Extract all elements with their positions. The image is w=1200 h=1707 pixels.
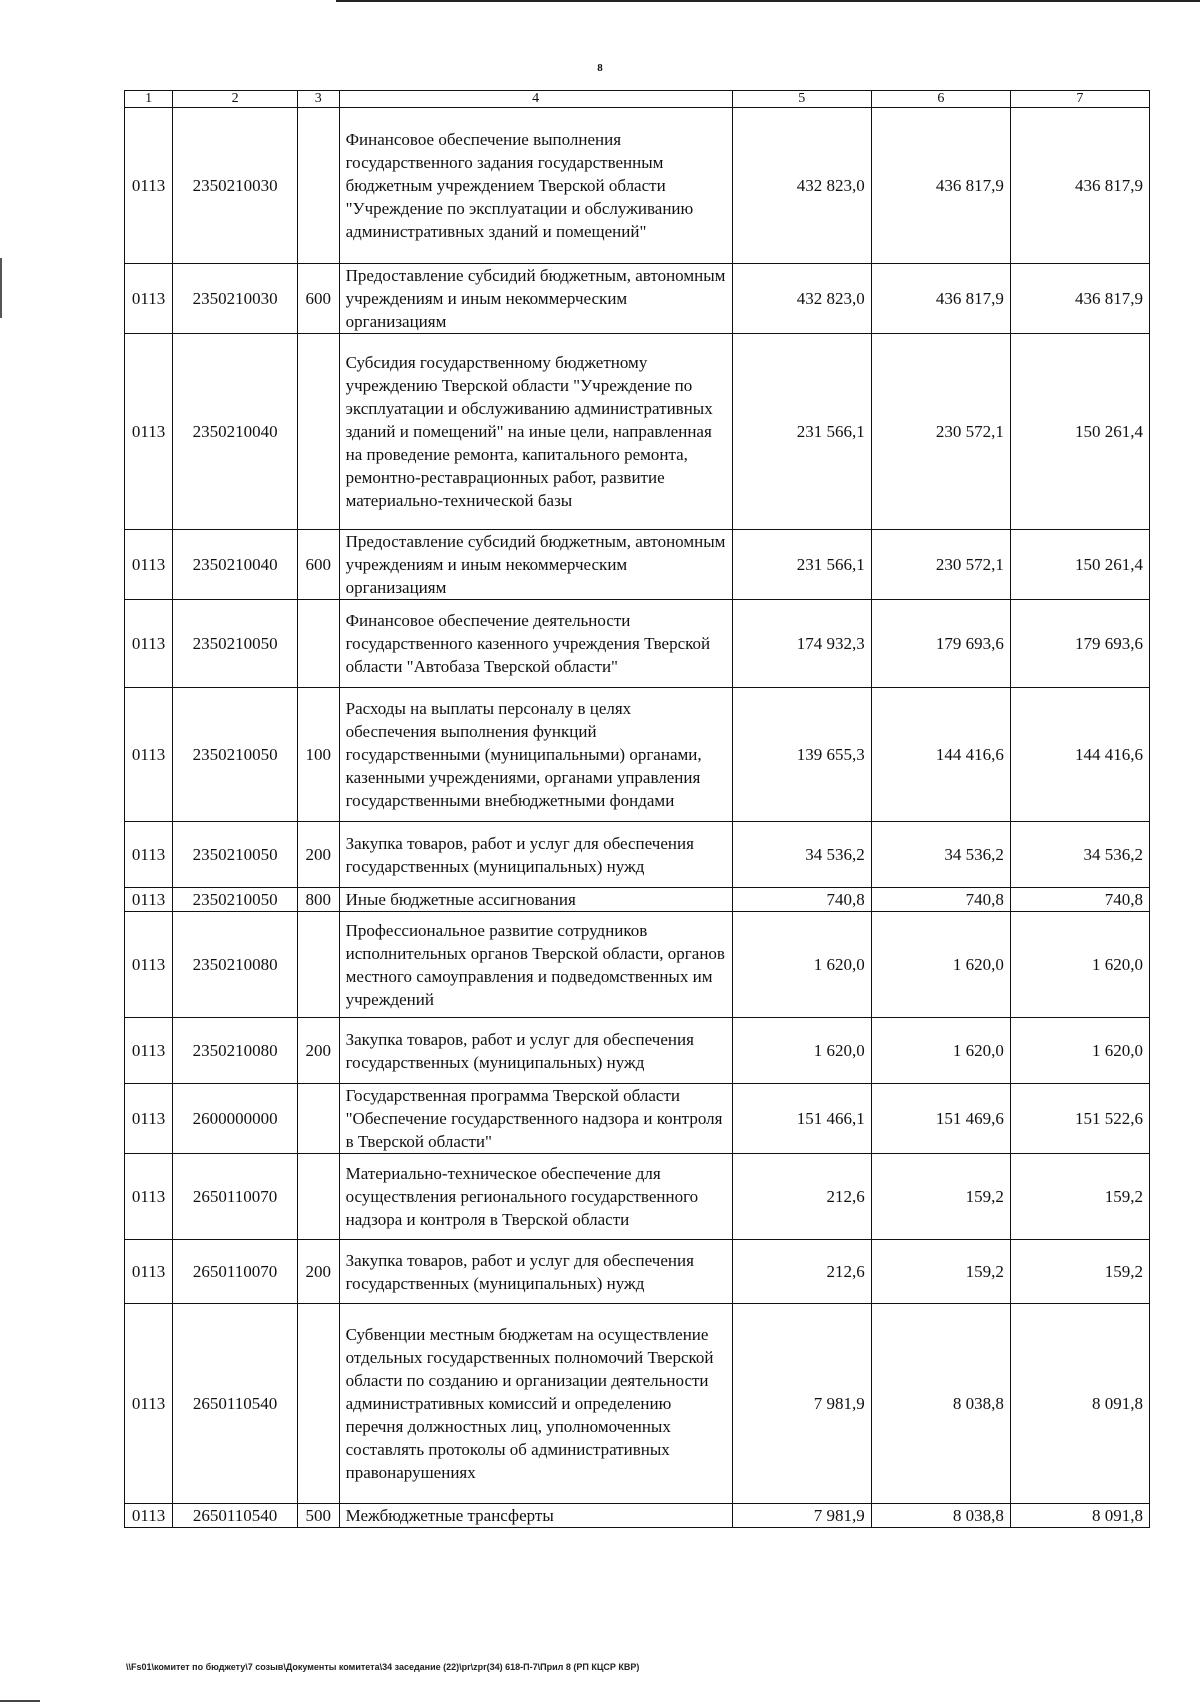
amount-col7-cell: 8 091,8 bbox=[1010, 1504, 1149, 1528]
expense-type-cell bbox=[298, 600, 340, 688]
amount-col5-cell: 174 932,3 bbox=[732, 600, 871, 688]
amount-col5-cell: 7 981,9 bbox=[732, 1504, 871, 1528]
description-cell: Межбюджетные трансферты bbox=[339, 1504, 732, 1528]
amount-col7-cell: 8 091,8 bbox=[1010, 1304, 1149, 1504]
amount-col5-cell: 212,6 bbox=[732, 1154, 871, 1240]
amount-col5-cell: 1 620,0 bbox=[732, 912, 871, 1018]
expense-type-cell bbox=[298, 334, 340, 530]
target-article-cell: 2600000000 bbox=[173, 1084, 298, 1154]
table-row bbox=[125, 600, 1150, 688]
amount-col6-cell: 8 038,8 bbox=[871, 1504, 1010, 1528]
target-article-cell: 2650110070 bbox=[173, 1154, 298, 1240]
amount-col6-cell: 8 038,8 bbox=[871, 1304, 1010, 1504]
description-cell: Закупка товаров, работ и услуг для обеспечения государственных (муниципальных) нужд bbox=[339, 822, 732, 888]
table-row bbox=[125, 264, 1150, 334]
amount-col7-cell: 179 693,6 bbox=[1010, 600, 1149, 688]
amount-col7-cell: 1 620,0 bbox=[1010, 1018, 1149, 1084]
header-cell-4: 4 bbox=[339, 91, 732, 108]
header-row bbox=[125, 91, 1150, 108]
table-row bbox=[125, 888, 1150, 912]
table-row bbox=[125, 108, 1150, 264]
amount-col7-cell: 159,2 bbox=[1010, 1154, 1149, 1240]
amount-col5-cell: 7 981,9 bbox=[732, 1304, 871, 1504]
page-number: 8 bbox=[597, 62, 603, 74]
header-cell-6: 6 bbox=[871, 91, 1010, 108]
description-cell: Закупка товаров, работ и услуг для обеспечения государственных (муниципальных) нужд bbox=[339, 1018, 732, 1084]
top-edge-rule bbox=[336, 0, 1200, 2]
amount-col5-cell: 740,8 bbox=[732, 888, 871, 912]
target-article-cell: 2350210040 bbox=[173, 334, 298, 530]
section-code-cell: 0113 bbox=[125, 334, 173, 530]
section-code-cell: 0113 bbox=[125, 1084, 173, 1154]
amount-col5-cell: 151 466,1 bbox=[732, 1084, 871, 1154]
target-article-cell: 2350210030 bbox=[173, 264, 298, 334]
amount-col5-cell: 212,6 bbox=[732, 1240, 871, 1304]
table-row bbox=[125, 1154, 1150, 1240]
amount-col6-cell: 159,2 bbox=[871, 1240, 1010, 1304]
section-code-cell: 0113 bbox=[125, 1154, 173, 1240]
amount-col6-cell: 230 572,1 bbox=[871, 334, 1010, 530]
amount-col6-cell: 34 536,2 bbox=[871, 822, 1010, 888]
expense-type-cell bbox=[298, 1304, 340, 1504]
expense-type-cell: 500 bbox=[298, 1504, 340, 1528]
amount-col7-cell: 34 536,2 bbox=[1010, 822, 1149, 888]
amount-col5-cell: 432 823,0 bbox=[732, 108, 871, 264]
expense-type-cell bbox=[298, 108, 340, 264]
target-article-cell: 2350210050 bbox=[173, 888, 298, 912]
expense-type-cell: 200 bbox=[298, 1018, 340, 1084]
amount-col6-cell: 144 416,6 bbox=[871, 688, 1010, 822]
amount-col5-cell: 139 655,3 bbox=[732, 688, 871, 822]
amount-col7-cell: 740,8 bbox=[1010, 888, 1149, 912]
amount-col7-cell: 159,2 bbox=[1010, 1240, 1149, 1304]
target-article-cell: 2350210050 bbox=[173, 600, 298, 688]
expense-type-cell: 200 bbox=[298, 1240, 340, 1304]
amount-col6-cell: 436 817,9 bbox=[871, 264, 1010, 334]
header-cell-5: 5 bbox=[732, 91, 871, 108]
amount-col7-cell: 150 261,4 bbox=[1010, 334, 1149, 530]
amount-col6-cell: 436 817,9 bbox=[871, 108, 1010, 264]
amount-col7-cell: 436 817,9 bbox=[1010, 108, 1149, 264]
target-article-cell: 2350210040 bbox=[173, 530, 298, 600]
section-code-cell: 0113 bbox=[125, 1240, 173, 1304]
amount-col7-cell: 144 416,6 bbox=[1010, 688, 1149, 822]
expense-type-cell: 600 bbox=[298, 264, 340, 334]
expense-type-cell: 100 bbox=[298, 688, 340, 822]
description-cell: Расходы на выплаты персоналу в целях обеспечения выполнения функций государственными (муниципальными) органами, казенными учреждениями, органами управления государственными внебюджетными фондами bbox=[339, 688, 732, 822]
amount-col6-cell: 1 620,0 bbox=[871, 912, 1010, 1018]
section-code-cell: 0113 bbox=[125, 888, 173, 912]
amount-col6-cell: 179 693,6 bbox=[871, 600, 1010, 688]
header-cell-1: 1 bbox=[125, 91, 173, 108]
amount-col7-cell: 436 817,9 bbox=[1010, 264, 1149, 334]
table-row bbox=[125, 530, 1150, 600]
amount-col6-cell: 159,2 bbox=[871, 1154, 1010, 1240]
section-code-cell: 0113 bbox=[125, 530, 173, 600]
header-cell-3: 3 bbox=[298, 91, 340, 108]
description-cell: Материально-техническое обеспечение для осуществления регионального государственного надзора и контроля в Тверской области bbox=[339, 1154, 732, 1240]
amount-col7-cell: 1 620,0 bbox=[1010, 912, 1149, 1018]
table-row bbox=[125, 912, 1150, 1018]
description-cell: Финансовое обеспечение выполнения государственного задания государственным бюджетным учреждением Тверской области "Учреждение по эксплуатации и обслуживанию административных зданий и помещений" bbox=[339, 108, 732, 264]
header-cell-7: 7 bbox=[1010, 91, 1149, 108]
description-cell: Субвенции местным бюджетам на осуществление отдельных государственных полномочий Тверской области по созданию и организации деятельности административных комиссий и определению перечня должностных лиц, уполномоченных составлять протоколы об административных правонарушениях bbox=[339, 1304, 732, 1504]
description-cell: Государственная программа Тверской области "Обеспечение государственного надзора и контроля в Тверской области" bbox=[339, 1084, 732, 1154]
description-cell: Предоставление субсидий бюджетным, автономным учреждениям и иным некоммерческим организациям bbox=[339, 530, 732, 600]
section-code-cell: 0113 bbox=[125, 688, 173, 822]
section-code-cell: 0113 bbox=[125, 912, 173, 1018]
amount-col5-cell: 34 536,2 bbox=[732, 822, 871, 888]
amount-col6-cell: 740,8 bbox=[871, 888, 1010, 912]
table-row bbox=[125, 1240, 1150, 1304]
target-article-cell: 2350210030 bbox=[173, 108, 298, 264]
file-path-footer: \\Fs01\комитет по бюджету\7 созыв\Документы комитета\34 заседание (22)\pr\zpr(34) 618-П-7\Прил 8 (РП КЦСР КВР) bbox=[126, 1662, 640, 1672]
amount-col5-cell: 432 823,0 bbox=[732, 264, 871, 334]
section-code-cell: 0113 bbox=[125, 1304, 173, 1504]
amount-col7-cell: 150 261,4 bbox=[1010, 530, 1149, 600]
description-cell: Финансовое обеспечение деятельности государственного казенного учреждения Тверской области "Автобаза Тверской области" bbox=[339, 600, 732, 688]
section-code-cell: 0113 bbox=[125, 1018, 173, 1084]
description-cell: Иные бюджетные ассигнования bbox=[339, 888, 732, 912]
budget-table bbox=[124, 90, 1150, 1528]
amount-col5-cell: 1 620,0 bbox=[732, 1018, 871, 1084]
amount-col7-cell: 151 522,6 bbox=[1010, 1084, 1149, 1154]
amount-col6-cell: 230 572,1 bbox=[871, 530, 1010, 600]
table-row bbox=[125, 688, 1150, 822]
amount-col6-cell: 151 469,6 bbox=[871, 1084, 1010, 1154]
expense-type-cell: 800 bbox=[298, 888, 340, 912]
target-article-cell: 2650110070 bbox=[173, 1240, 298, 1304]
table-row bbox=[125, 822, 1150, 888]
table-row bbox=[125, 1504, 1150, 1528]
section-code-cell: 0113 bbox=[125, 108, 173, 264]
target-article-cell: 2650110540 bbox=[173, 1304, 298, 1504]
table-row bbox=[125, 1018, 1150, 1084]
target-article-cell: 2350210050 bbox=[173, 822, 298, 888]
expense-type-cell: 600 bbox=[298, 530, 340, 600]
section-code-cell: 0113 bbox=[125, 264, 173, 334]
expense-type-cell bbox=[298, 912, 340, 1018]
expense-type-cell bbox=[298, 1154, 340, 1240]
table-row bbox=[125, 334, 1150, 530]
section-code-cell: 0113 bbox=[125, 822, 173, 888]
description-cell: Предоставление субсидий бюджетным, автономным учреждениям и иным некоммерческим организациям bbox=[339, 264, 732, 334]
description-cell: Профессиональное развитие сотрудников исполнительных органов Тверской области, органов местного самоуправления и подведомственных им учреждений bbox=[339, 912, 732, 1018]
section-code-cell: 0113 bbox=[125, 600, 173, 688]
table-row bbox=[125, 1084, 1150, 1154]
expense-type-cell: 200 bbox=[298, 822, 340, 888]
section-code-cell: 0113 bbox=[125, 1504, 173, 1528]
table-row bbox=[125, 1304, 1150, 1504]
target-article-cell: 2650110540 bbox=[173, 1504, 298, 1528]
bottom-edge-rule bbox=[0, 1700, 40, 1702]
target-article-cell: 2350210080 bbox=[173, 912, 298, 1018]
description-cell: Закупка товаров, работ и услуг для обеспечения государственных (муниципальных) нужд bbox=[339, 1240, 732, 1304]
expense-type-cell bbox=[298, 1084, 340, 1154]
target-article-cell: 2350210050 bbox=[173, 688, 298, 822]
amount-col6-cell: 1 620,0 bbox=[871, 1018, 1010, 1084]
description-cell: Субсидия государственному бюджетному учреждению Тверской области "Учреждение по эксплуатации и обслуживанию административных зданий и помещений" на иные цели, направленная на проведение ремонта, капитального ремонта, ремонтно-реставрационных работ, развитие материально-технической базы bbox=[339, 334, 732, 530]
target-article-cell: 2350210080 bbox=[173, 1018, 298, 1084]
amount-col5-cell: 231 566,1 bbox=[732, 530, 871, 600]
header-cell-2: 2 bbox=[173, 91, 298, 108]
scan-margin-mark bbox=[0, 258, 2, 318]
amount-col5-cell: 231 566,1 bbox=[732, 334, 871, 530]
